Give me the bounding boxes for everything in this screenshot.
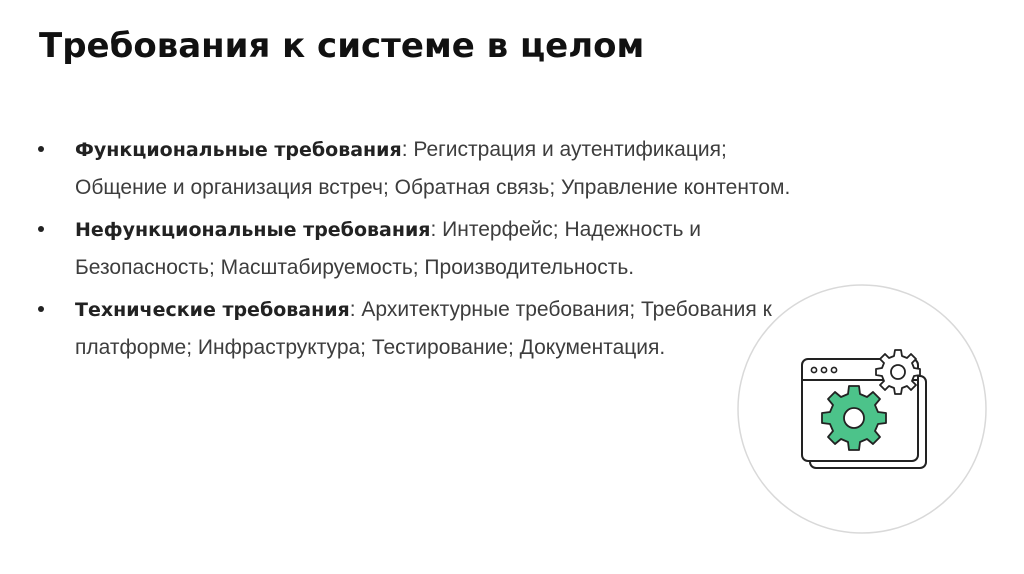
bullet-text: : Архитектурные требования; Требования к платформе; Инфраструктура; Тестирование; Документация. — [75, 298, 772, 359]
slide-title: Требования к системе в целом — [39, 26, 645, 66]
list-item-technical — [38, 291, 795, 366]
bullet-dot-icon — [38, 146, 44, 152]
bullet-heading: Технические требования — [75, 299, 350, 321]
bullet-heading: Функциональные требования — [75, 139, 402, 161]
bullet-heading: Нефункциональные требования — [75, 219, 431, 241]
list-item-nonfunctional — [38, 211, 795, 286]
bullet-dot-icon — [38, 226, 44, 232]
small-gear-icon — [876, 350, 920, 394]
requirements-list — [38, 131, 808, 371]
bullet-text: : Интерфейс; Надежность и Безопасность; Масштабируемость; Производительность. — [75, 218, 701, 279]
list-item-functional — [38, 131, 795, 206]
green-gear-icon — [822, 386, 886, 450]
bullet-text: : Регистрация и аутентификация; Общение и организация встреч; Обратная связь; Управление контентом. — [75, 138, 791, 199]
bullet-dot-icon — [38, 306, 44, 312]
